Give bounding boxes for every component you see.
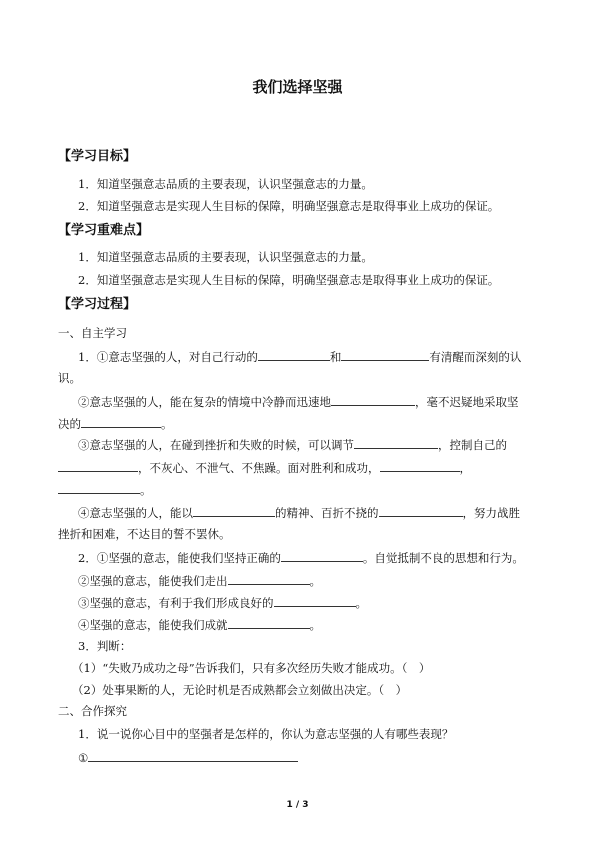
explore-question-1: 1．说一说你心目中的坚强者是怎样的，你认为意志坚强的人有哪些表现？ bbox=[78, 727, 454, 741]
answer-blank[interactable] bbox=[380, 459, 460, 472]
heading-keypoints: 【学习重难点】 bbox=[58, 223, 150, 238]
question-1d-cont: 挫折和困难，不达目的誓不罢休。 bbox=[58, 527, 231, 541]
answer-blank[interactable] bbox=[341, 348, 429, 361]
answer-blank[interactable] bbox=[354, 436, 438, 449]
question-2c: ③坚强的意志，有利于我们形成良好的 。 bbox=[78, 596, 367, 610]
question-2d: ④坚强的意志，能使我们成就 。 bbox=[78, 618, 321, 632]
judgement-2: （2）处事果断的人，无论时机是否成熟都会立刻做出决定。（ ） bbox=[72, 683, 408, 697]
question-1b: ②意志坚强的人，能在复杂的情境中冷静而迅速地 ，毫不迟疑地采取坚 bbox=[78, 395, 519, 409]
goal-item: 2．知道坚强意志是实现人生目标的保障，明确坚强意志是取得事业上成功的保证。 bbox=[78, 199, 500, 213]
question-3: 3．判断： bbox=[78, 639, 132, 653]
question-2a: 2．①坚强的意志，能使我们坚持正确的 。自觉抵制不良的思想和行为。 bbox=[78, 551, 524, 565]
answer-blank[interactable] bbox=[193, 504, 275, 517]
section2-heading: 二、合作探究 bbox=[58, 704, 127, 718]
question-1d: ④意志坚强的人，能以 的精神、百折不挠的 ，努力战胜 bbox=[78, 506, 520, 520]
heading-goals: 【学习目标】 bbox=[58, 149, 137, 164]
answer-blank[interactable] bbox=[258, 348, 330, 361]
question-1b-cont: 决的 。 bbox=[58, 417, 173, 431]
answer-blank[interactable] bbox=[228, 572, 310, 585]
question-1a-cont: 识。 bbox=[58, 371, 81, 385]
judgement-1: （1）“失败乃成功之母”告诉我们，只有多次经历失败才能成功。（ ） bbox=[72, 661, 431, 675]
answer-blank[interactable] bbox=[88, 749, 298, 762]
question-1c: ③意志坚强的人，在碰到挫折和失败的时候，可以调节 ，控制自己的 bbox=[78, 438, 507, 452]
keypoint-item: 1．知道坚强意志品质的主要表现，认识坚强意志的力量。 bbox=[78, 250, 373, 264]
question-1c-cont: 。 bbox=[58, 481, 152, 498]
question-1a: 1．①意志坚强的人，对自己行动的 和 有清醒而深刻的认 bbox=[78, 350, 522, 364]
keypoint-item: 2．知道坚强意志是实现人生目标的保障，明确坚强意志是取得事业上成功的保证。 bbox=[78, 273, 500, 287]
answer-blank[interactable] bbox=[274, 594, 356, 607]
answer-blank[interactable] bbox=[379, 504, 463, 517]
question-1c-cont: ，不灰心、不泄气、不焦躁。面对胜利和成功， ， bbox=[58, 459, 471, 476]
goal-item: 1．知道坚强意志品质的主要表现，认识坚强意志的力量。 bbox=[78, 177, 373, 191]
page-title: 我们选择坚强 bbox=[252, 78, 343, 96]
heading-process: 【学习过程】 bbox=[58, 297, 137, 312]
answer-blank[interactable] bbox=[281, 549, 363, 562]
explore-answer-1: ① bbox=[78, 749, 298, 765]
answer-blank[interactable] bbox=[331, 393, 415, 406]
answer-blank[interactable] bbox=[58, 481, 140, 494]
answer-blank[interactable] bbox=[228, 616, 310, 629]
section1-heading: 一、自主学习 bbox=[58, 326, 127, 340]
page-number: 1 / 3 bbox=[286, 800, 309, 810]
question-2b: ②坚强的意志，能使我们走出 。 bbox=[78, 574, 321, 588]
answer-blank[interactable] bbox=[81, 415, 161, 428]
answer-blank[interactable] bbox=[58, 459, 138, 472]
